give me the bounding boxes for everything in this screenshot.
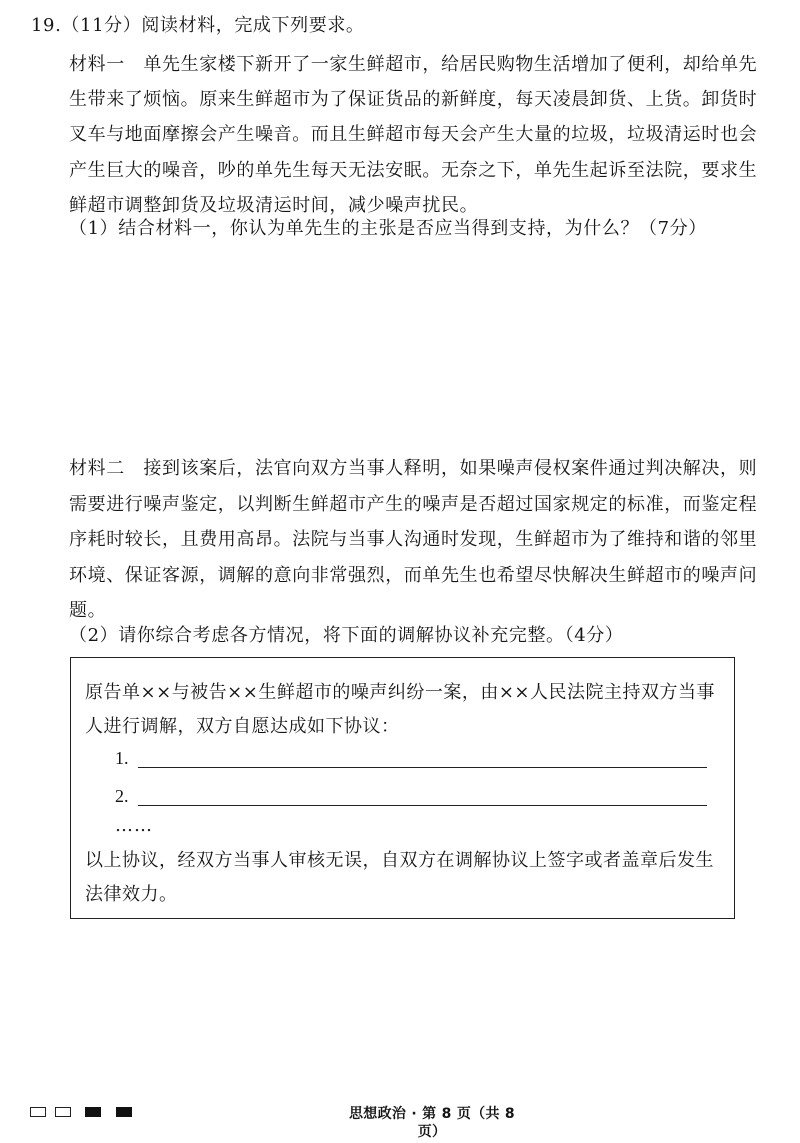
agreement-item-one (115, 744, 707, 772)
agreement-ellipsis: …… (115, 815, 153, 836)
hollow-square-icon (55, 1107, 71, 1117)
subquestion-one: （1）结合材料一，你认为单先生的主张是否应当得到支持，为什么？（7分） (69, 218, 707, 239)
filled-square-icon (116, 1107, 132, 1117)
material-one-text: 材料一 单先生家楼下新开了一家生鲜超市，给居民购物生活增加了便利，却给单先生带来了烦恼。原来生鲜超市为了保证货品的新鲜度，每天凌晨卸货、上货。卸货时叉车与地面摩擦会产生噪音。而且生鲜超市每天会产生大量的垃圾，垃圾清运时也会产生巨大的噪音，吵的单先生每天无法安眠。无奈之下，单先生起诉至法院，要求生鲜超市调整卸货及垃圾清运时间，减少噪声扰民。 (69, 54, 758, 216)
hollow-square-icon (30, 1107, 46, 1117)
filled-square-icon (85, 1107, 101, 1117)
subquestion-two: （2）请你综合考虑各方情况，将下面的调解协议补充完整。（4分） (69, 625, 624, 646)
agreement-item-two (115, 782, 707, 810)
agreement-ending: 以上协议，经双方当事人审核无误，自双方在调解协议上签字或者盖章后发生法律效力。 (85, 850, 714, 905)
answer-blank-line[interactable] (138, 805, 707, 806)
agreement-intro: 原告单××与被告××生鲜超市的噪声纠纷一案，由××人民法院主持双方当事人进行调解，双方自愿达成如下协议： (85, 682, 715, 737)
agreement-item-number: 1. (115, 748, 129, 768)
agreement-item-number: 2. (115, 786, 129, 806)
material-two-text: 材料二 接到该案后，法官向双方当事人释明，如果噪声侵权案件通过判决解决，则需要进行噪声鉴定，以判断生鲜超市产生的噪声是否超过国家规定的标准，而鉴定程序耗时较长，且费用高昂。法院与当事人沟通时发现，生鲜超市为了维持和谐的邻里环境、保证客源，调解的意向非常强烈，而单先生也希望尽快解决生鲜超市的噪声问题。 (69, 458, 758, 621)
mediation-agreement-box (70, 657, 735, 919)
question-heading: 19.（11分）阅读材料，完成下列要求。 (31, 15, 365, 36)
answer-blank-line[interactable] (138, 767, 707, 768)
page-number-footer: 思想政治 · 第 8 页（共 8 页） (349, 1106, 515, 1140)
footer-marks (30, 1107, 148, 1121)
